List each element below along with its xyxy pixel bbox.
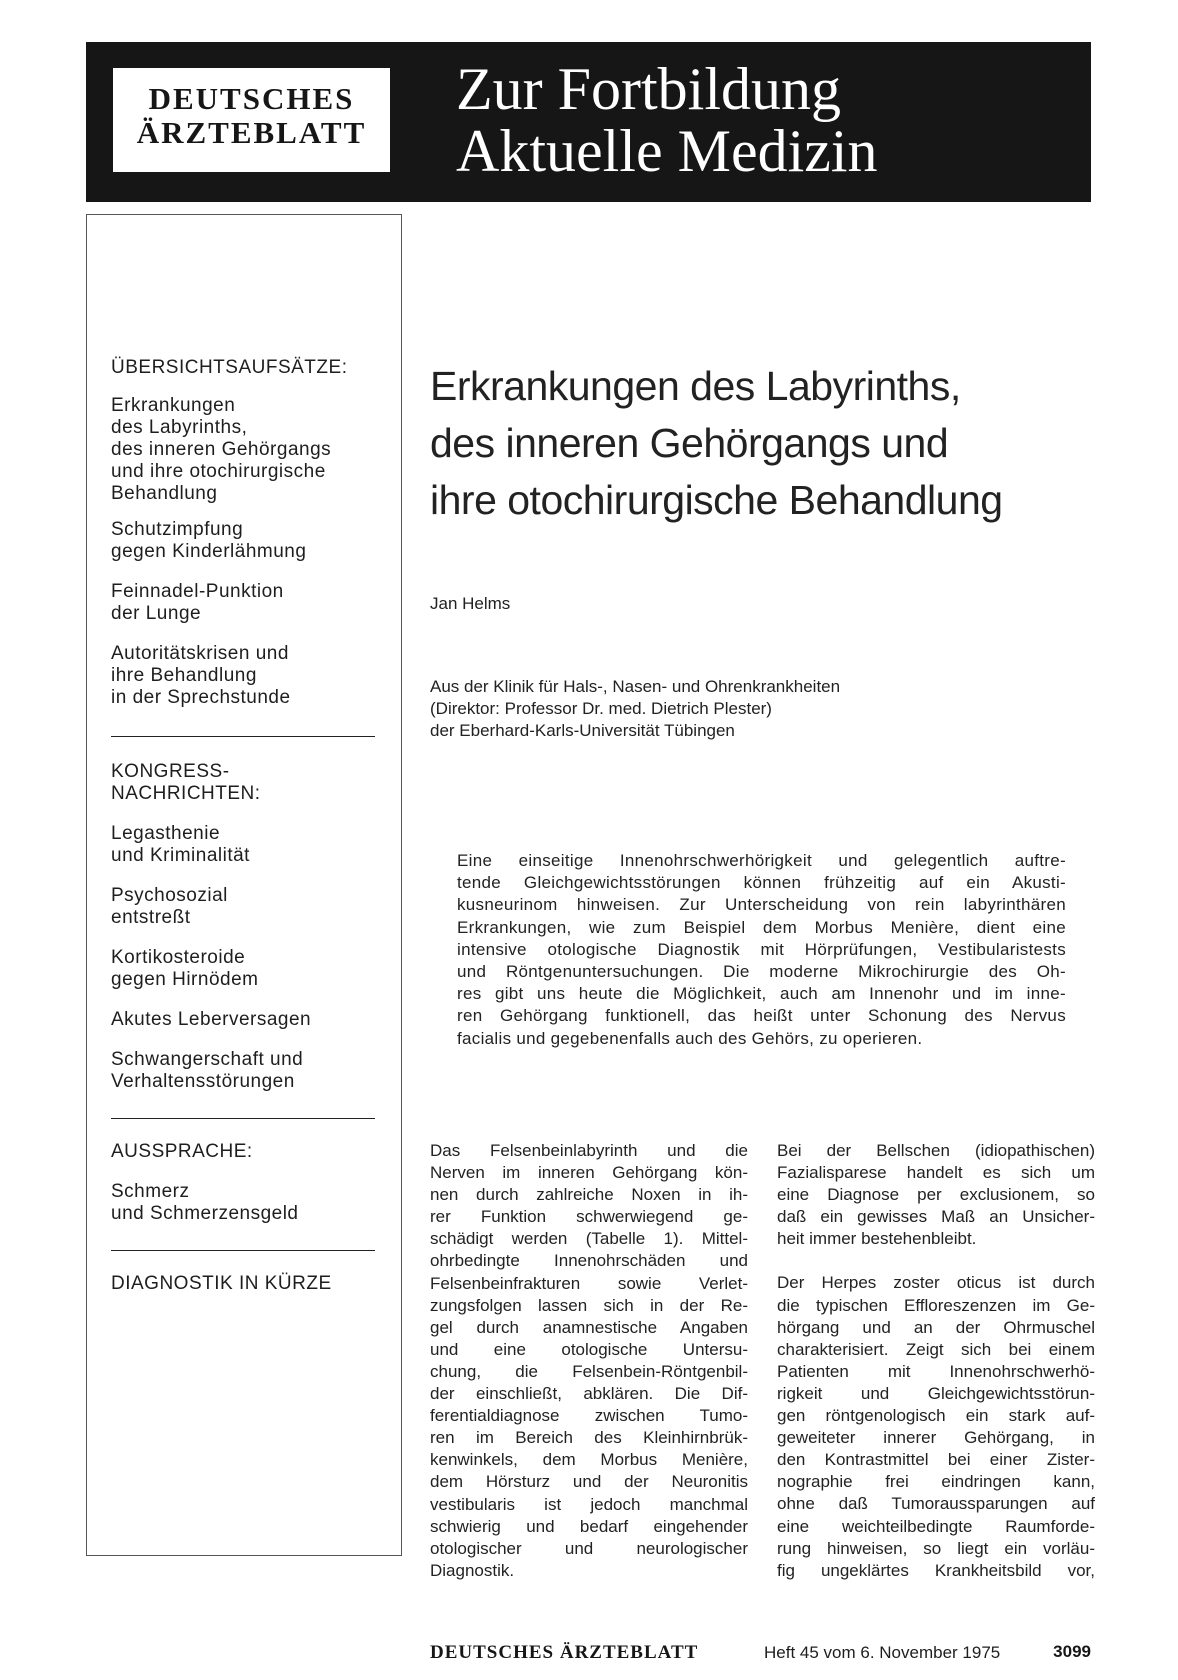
article-abstract: Eine einseitige Innenohrschwerhörigkeit und gelegentlich auftre- tende Gleichgewichtsstörungen können frühzeitig auf ein Akusti- kusneurinom hinweisen. Zur Unterscheidung von rein labyrinthären Erkrankungen, wie zum Beispiel dem Morbus Menière, dient eine intensive otologische Diagnostik mit Hörprüfungen, Vestibularistests und Röntgenuntersuchungen. Die moderne Mikrochirurgie des Oh- res gibt uns heute die Möglichkeit, auch am Innenohr und im inne- ren Gehörgang funktionell, das heißt unter Schonung des Nervus facialis und gegebenenfalls auch des Gehörs, zu operieren.: [457, 851, 1066, 1048]
body-column-left: Das Felsenbeinlabyrinth und die Nerven im inneren Gehörgang kön- nen durch zahlreiche Noxen in ih- rer Funktion schwerwiegend ge- schädigt werden (Tabelle 1). Mittel- ohrbedingte Innenohrschäden und Felsenbeinfrakturen sowie Verlet- zungsfolgen lassen sich in der Re- gel durch anamnestische Angaben und eine otologische Untersu- chung, die Felsenbein-Röntgenbil- der einschließt, abklären. Die Dif- ferentialdiagnose zwischen Tumo- ren im Bereich des Kleinhirnbrük- kenwinkels, dem Morbus Menière, dem Hörsturz und der Neuronitis vestibularis ist jedoch manchmal schwierig und bedarf eingehender otologischer und neurologischer Diagnostik.: [430, 1141, 748, 1580]
sidebar-item-leberversagen[interactable]: Akutes Leberversagen: [111, 1009, 312, 1030]
sidebar-item-labyrinth[interactable]: Erkrankungen des Labyrinths, des inneren Gehörgangs und ihre otochirurgische Behandlung: [111, 395, 332, 504]
sidebar-divider: [111, 1118, 375, 1119]
page-number: 3099: [1053, 1642, 1091, 1661]
footer-issue: Heft 45 vom 6. November 1975: [764, 1643, 1001, 1662]
journal-logo: [113, 68, 390, 172]
sidebar-heading-overview: ÜBERSICHTSAUFSÄTZE:: [111, 357, 348, 378]
sidebar-item-kortikosteroide[interactable]: Kortikosteroide gegen Hirnödem: [111, 947, 259, 990]
sidebar-item-feinnadel[interactable]: Feinnadel-Punktion der Lunge: [111, 581, 284, 624]
sidebar-item-schwangerschaft[interactable]: Schwangerschaft und Verhaltensstörungen: [111, 1049, 304, 1092]
section-title-line-2: Aktuelle Medizin: [456, 118, 878, 184]
logo-line-1: DEUTSCHES: [148, 81, 355, 116]
sidebar-item-psychosozial[interactable]: Psychosozial entstreßt: [111, 885, 228, 928]
sidebar-divider: [111, 736, 375, 737]
article-author: Jan Helms: [430, 594, 511, 613]
page-footer: [430, 1642, 1091, 1664]
sidebar-item-autoritaetskrisen[interactable]: Autoritätskrisen und ihre Behandlung in der Sprechstunde: [111, 643, 291, 708]
sidebar-item-schmerz[interactable]: Schmerz und Schmerzensgeld: [111, 1181, 299, 1224]
sidebar-item-legasthenie[interactable]: Legasthenie und Kriminalität: [111, 823, 250, 866]
sidebar-heading-aussprache: AUSSPRACHE:: [111, 1141, 253, 1162]
footer-journal-name: DEUTSCHES ÄRZTEBLATT: [430, 1642, 699, 1663]
sidebar-divider: [111, 1250, 375, 1251]
sidebar-item-schutzimpfung[interactable]: Schutzimpfung gegen Kinderlähmung: [111, 519, 307, 562]
contents-sidebar: [86, 214, 402, 1556]
body-column-right: Bei der Bellschen (idiopathischen) Fazialisparese handelt es sich um eine Diagnose per exclusionem, so daß ein gewisses Maß an Unsicher- heit immer bestehenbleibt. Der Herpes zoster oticus ist durch die typischen Effloreszenzen im Ge- hörgang und an der Ohrmuschel charakterisiert. Zeigt sich bei einem Patienten mit Innenohrschwerhö- rigkeit und Gleichgewichtsstörun- gen röntgenologisch ein stark auf- geweiteter innerer Gehörgang, in den Kontrastmittel bei einer Zister- nographie frei eindringen kann, ohne daß Tumoraussparungen auf eine weichteilbedingte Raumforde- rung hinweisen, so liegt ein vorläu- fig ungeklärtes Krankheitsbild vor,: [777, 1141, 1095, 1580]
paragraph-gap: [777, 1250, 1095, 1272]
author-affiliation: Aus der Klinik für Hals-, Nasen- und Ohrenkrankheiten (Direktor: Professor Dr. med. Dietrich Plester) der Eberhard-Karls-Universität Tübingen: [430, 677, 841, 740]
sidebar-heading-congress: KONGRESS- NACHRICHTEN:: [111, 761, 261, 804]
sidebar-heading-diagnostik[interactable]: DIAGNOSTIK IN KÜRZE: [111, 1273, 332, 1294]
logo-line-2: ÄRZTEBLATT: [136, 115, 367, 150]
section-title-line-1: Zur Fortbildung: [456, 56, 841, 122]
header-banner: [86, 42, 1091, 202]
article-title: Erkrankungen des Labyrinths, des inneren Gehörgangs und ihre otochirurgische Behandlung: [430, 363, 1003, 523]
